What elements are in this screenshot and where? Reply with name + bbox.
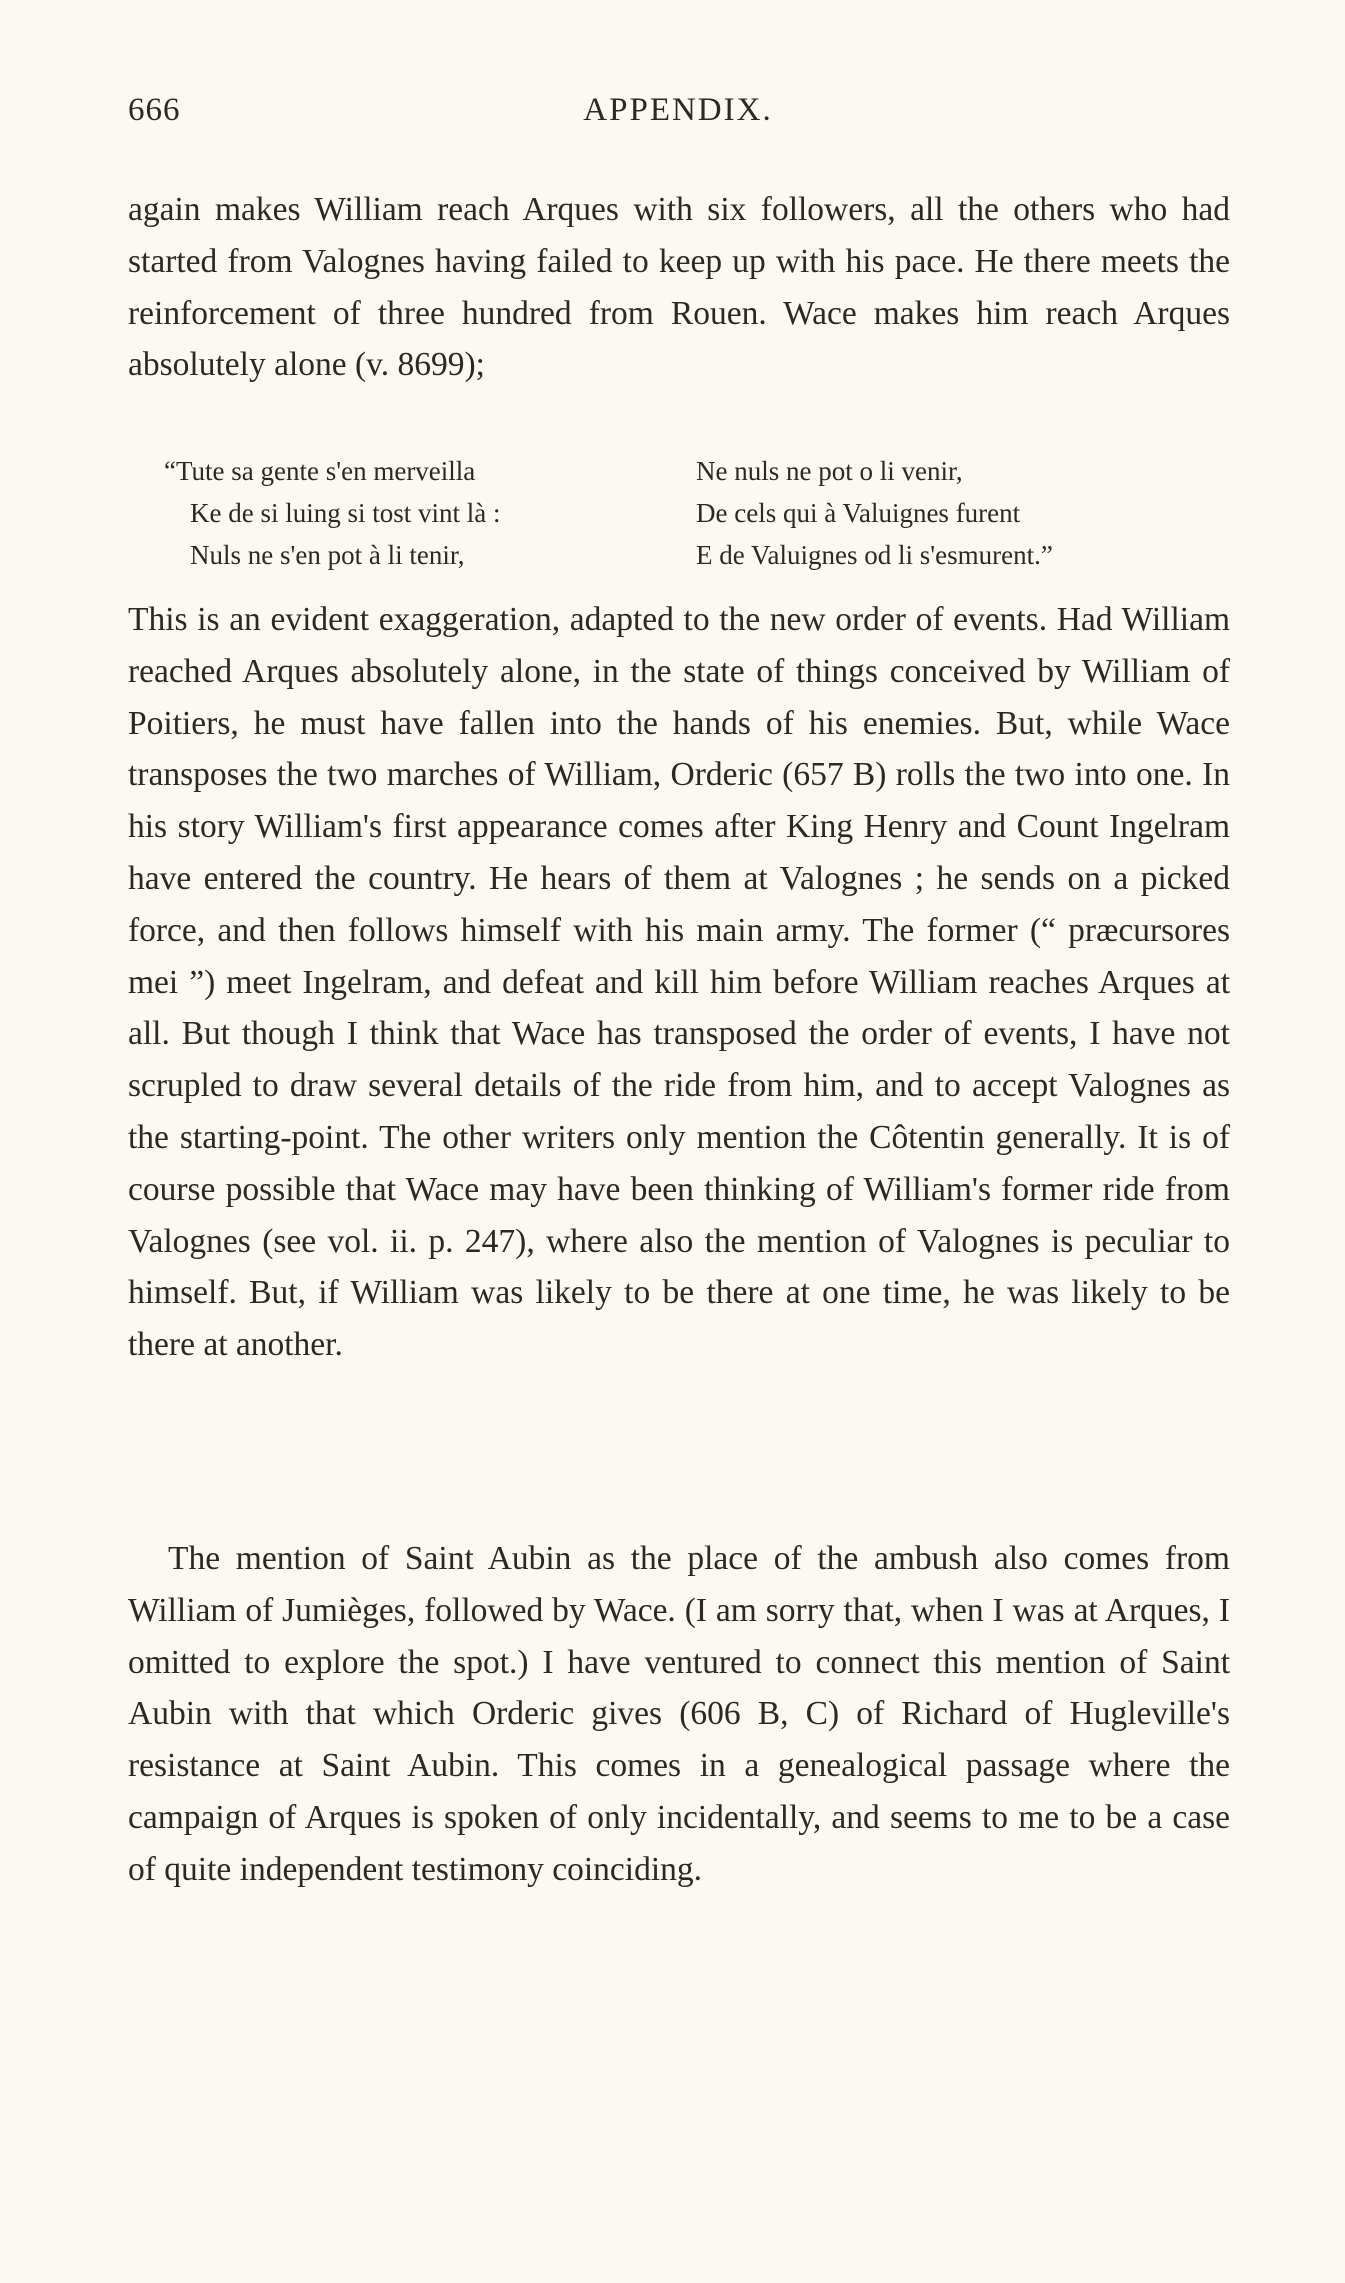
- verse-line: De cels qui à Valuignes furent: [696, 498, 1021, 528]
- running-title: APPENDIX.: [583, 92, 773, 128]
- page-number: 666: [128, 92, 181, 128]
- verse-line: Ke de si luing si tost vint là :: [190, 498, 501, 528]
- paragraph-2: This is an evident exaggeration, adapted to the new order of events. Had William reached Arques absolutely alone, in the state of things conceived by William of Poitiers, he must have fallen into the hands of his enemies. But, while Wace transposes the two marches of William, Orderic (657 B) rolls the two into one. In his story William's first appearance comes after King Henry and Count Ingelram have entered the country. He hears of them at Valognes ; he sends on a picked force, and then follows himself with his main army. The former (“ præcursores mei ”) meet Ingelram, and defeat and kill him before William reaches Arques at all. But though I think that Wace has transposed the order of events, I have not scrupled to draw several details of the ride from him, and to accept Valognes as the starting-point. The other writers only mention the Côtentin generally. It is of course possible that Wace may have been thinking of William's former ride from Valognes (see vol. ii. p. 247), where also the mention of Valognes is peculiar to himself. But, if William was likely to be there at one time, he was likely to be there at another.: [128, 601, 1230, 1364]
- verse-right-column: [696, 450, 1053, 576]
- verse-line: E de Valuignes od li s'esmurent.”: [696, 540, 1053, 570]
- page-header: [128, 92, 1228, 142]
- verse-line: “Tute sa gente s'en merveilla: [164, 456, 476, 486]
- paragraph-3: The mention of Saint Aubin as the place of the ambush also comes from William of Jumièges, followed by Wace. (I am sorry that, when I was at Arques, I omitted to explore the spot.) I have ventured to connect this mention of Saint Aubin with that which Orderic gives (606 B, C) of Richard of Hugleville's resistance at Saint Aubin. This comes in a genealogical passage where the campaign of Arques is spoken of only incidentally, and seems to me to be a case of quite independent testimony coinciding.: [128, 1540, 1230, 1888]
- verse-line: Nuls ne s'en pot à li tenir,: [190, 540, 465, 570]
- paragraph-1: again makes William reach Arques with six followers, all the others who had started from Valognes having failed to keep up with his pace. He there meets the reinforcement of three hundred from Rouen. Wace makes him reach Arques absolutely alone (v. 8699);: [128, 191, 1230, 384]
- verse-left-column: [164, 450, 501, 576]
- verse-line: Ne nuls ne pot o li venir,: [696, 456, 963, 486]
